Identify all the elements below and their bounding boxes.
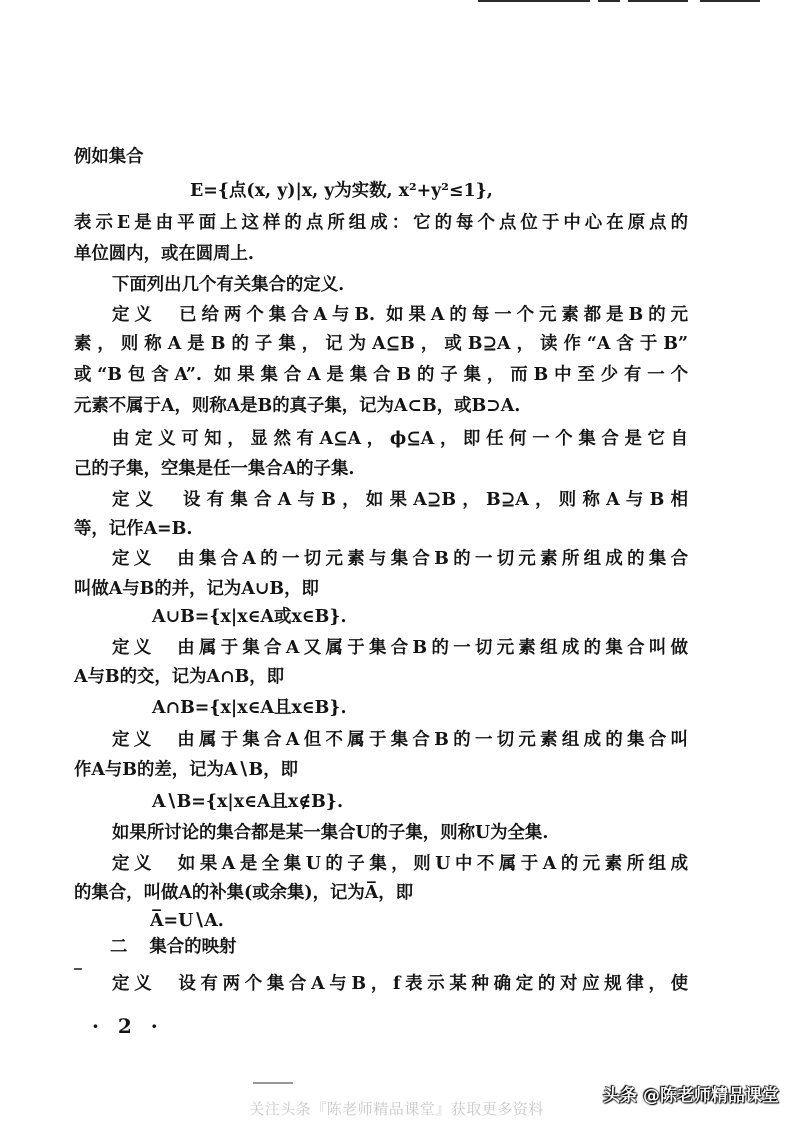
definition-subset: 定义 已给两个集合A与B. 如果A的每一个元素都是B的元 <box>112 305 688 325</box>
page-number: · 2 · <box>92 1014 164 1038</box>
scan-mark <box>253 1082 293 1084</box>
definition-mapping: 定义 设有两个集合A与B，f表示某种确定的对应规律，使 <box>112 974 688 994</box>
definition-difference: 定义 由属于集合A但不属于集合B的一切元素组成的集合叫 <box>112 730 688 750</box>
text-line: A与B的交，记为A∩B，即 <box>74 667 285 687</box>
definition-intersection: 定义 由属于集合A又属于集合B的一切元素组成的集合叫做 <box>112 638 688 658</box>
top-rule <box>478 0 590 2</box>
text-line: 叫做A与B的并，记为A∪B，即 <box>74 579 319 599</box>
text-line: 或“B包含A”. 如果集合A是集合B的子集，而B中至少有一个 <box>74 365 688 385</box>
text-line: 元素不属于A，则称A是B的真子集，记为A⊂B，或B⊃A. <box>74 396 521 416</box>
text-line: 单位圆内，或在圆周上. <box>74 244 254 264</box>
scan-mark <box>74 968 82 970</box>
formula-union: A∪B={x|x∈A或x∈B}. <box>152 607 347 627</box>
formula-difference: A∖B={x|x∈A且x∉B}. <box>152 792 344 812</box>
text-line: 由定义可知，显然有A⊆A，ϕ⊆A，即任何一个集合是它自 <box>112 429 688 449</box>
footer-note: 关注头条『陈老师精品课堂』获取更多资料 <box>249 1100 544 1118</box>
section-heading <box>110 936 236 958</box>
section-number: 二 <box>110 937 128 957</box>
text-line: 作A与B的差，记为A∖B，即 <box>74 760 298 780</box>
text-line: 等，记作A=B. <box>74 519 193 539</box>
formula-intersection: A∩B={x|x∈A且x∈B}. <box>152 698 347 718</box>
text-line: 己的子集，空集是任一集合A的子集. <box>74 459 355 479</box>
definition-complement: 定义 如果A是全集U的子集，则U中不属于A的元素所组成 <box>112 854 688 874</box>
formula-set-e: E={点(x, y)|x, y为实数, x²+y²≤1}, <box>190 181 493 201</box>
section-title: 集合的映射 <box>149 937 237 957</box>
definition-union: 定义 由集合A的一切元素与集合B的一切元素所组成的集合 <box>112 549 688 569</box>
top-rule <box>700 0 760 2</box>
top-rule <box>628 0 688 2</box>
text-line: 表示E是由平面上这样的点所组成：它的每个点位于中心在原点的 <box>74 213 688 233</box>
watermark: 头条 @陈老师精品课堂 <box>603 1086 779 1106</box>
top-rule <box>598 0 620 2</box>
text-line: 的集合，叫做A的补集(或余集)，记为A̅，即 <box>74 883 414 903</box>
definition-equal: 定义 设有集合A与B，如果A⊇B，B⊇A，则称A与B相 <box>112 490 688 510</box>
text-line: 下面列出几个有关集合的定义. <box>112 275 345 295</box>
text-line: 例如集合 <box>74 147 144 167</box>
formula-complement: A̅=U∖A. <box>150 911 224 931</box>
text-line: 如果所讨论的集合都是某一集合U的子集，则称U为全集. <box>112 823 549 843</box>
text-line: 素，则称A是B的子集，记为A⊆B，或B⊇A，读作“A含于B” <box>74 334 688 354</box>
